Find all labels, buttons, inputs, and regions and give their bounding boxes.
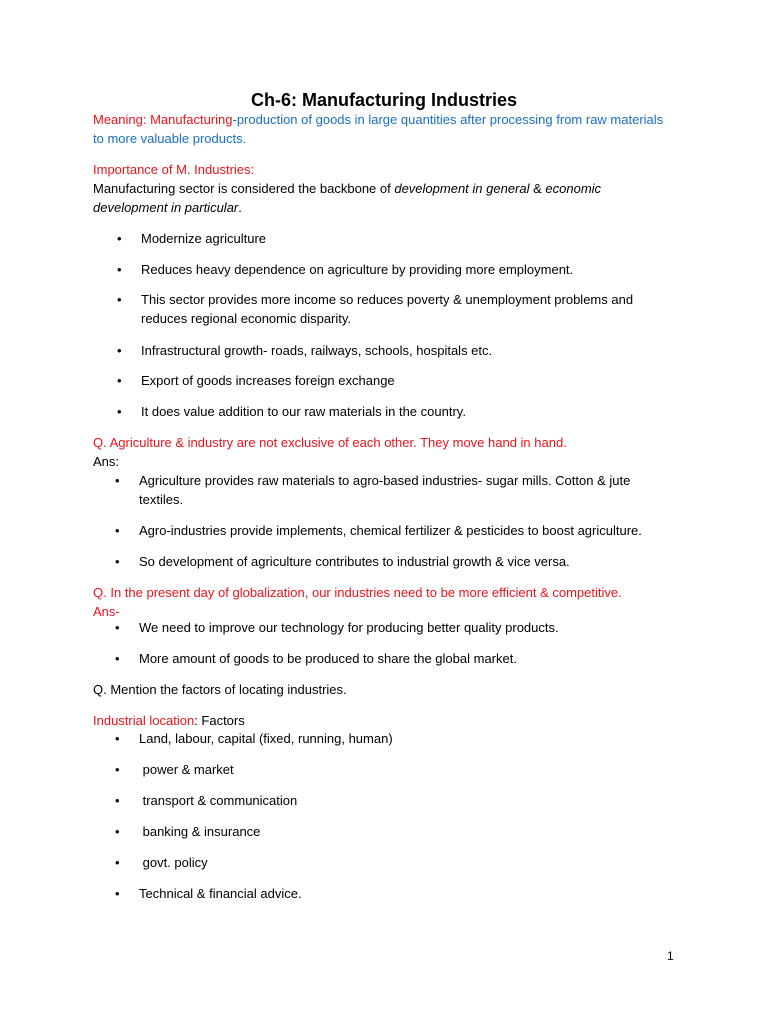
list-item-text: Agriculture provides raw materials to agro-based industries- sugar mills. Cotton & jute: [139, 473, 631, 488]
importance-heading: Importance of M. Industries:: [93, 162, 255, 177]
bullet-icon: •: [117, 262, 122, 277]
location-heading: [93, 711, 683, 730]
bullet-icon: •: [117, 343, 122, 358]
bullet-icon: •: [117, 231, 122, 246]
list-item-text: We need to improve our technology for producing better quality products.: [139, 620, 559, 635]
list-item-text: Agro-industries provide implements, chemical fertilizer & pesticides to boost agriculture.: [139, 523, 642, 538]
list-item-text: reduces regional economic disparity.: [141, 311, 352, 326]
bullet-icon: •: [115, 523, 120, 538]
list-item-text: Modernize agriculture: [141, 231, 267, 246]
list-item-text: More amount of goods to be produced to share the global market.: [139, 651, 517, 666]
list-item-text: Land, labour, capital (fixed, running, human): [139, 731, 393, 746]
meaning-label: Meaning: Manufacturing: [93, 112, 233, 127]
answer-label-2: Ans-: [93, 604, 120, 619]
importance-intro-line1: [93, 179, 683, 198]
bullet-icon: •: [117, 292, 122, 307]
question-1: Q. Agriculture & industry are not exclusive of each other. They move hand in hand.: [93, 435, 567, 450]
answer-label-1: Ans:: [93, 454, 120, 469]
list-item-text: textiles.: [139, 492, 184, 507]
bullet-icon: •: [115, 824, 120, 839]
bullet-icon: •: [115, 651, 120, 666]
question-3: Q. Mention the factors of locating industries.: [93, 682, 347, 697]
list-item-text: This sector provides more income so reduces poverty & unemployment problems and: [141, 292, 634, 307]
page-title: Ch-6: Manufacturing Industries: [250, 90, 517, 110]
bullet-icon: •: [115, 886, 120, 901]
intro-italic-particular: development in particular: [93, 200, 239, 215]
meaning-text: production of goods in large quantities after processing from raw materials: [236, 112, 664, 127]
bullet-icon: •: [115, 793, 120, 808]
intro-italic-economic: economic: [545, 181, 602, 196]
bullet-icon: •: [115, 855, 120, 870]
bullet-icon: •: [117, 373, 122, 388]
bullet-icon: •: [117, 404, 122, 419]
bullet-icon: •: [115, 620, 120, 635]
meaning-paragraph: [93, 110, 683, 129]
list-item-text: Export of goods increases foreign exchange: [141, 373, 395, 388]
intro-period: .: [238, 200, 242, 215]
list-item-text: So development of agriculture contributes to industrial growth & vice versa.: [139, 554, 570, 569]
list-item-text: power & market: [139, 762, 234, 777]
list-item-text: transport & communication: [139, 793, 298, 808]
list-item-text: Technical & financial advice.: [139, 886, 302, 901]
list-item-text: Infrastructural growth- roads, railways, schools, hospitals etc.: [141, 343, 493, 358]
bullet-icon: •: [115, 554, 120, 569]
bullet-icon: •: [115, 473, 120, 488]
intro-amp: &: [529, 181, 546, 196]
importance-intro-line2: [93, 198, 683, 217]
meaning-dash: -: [232, 112, 237, 127]
bullet-icon: •: [115, 762, 120, 777]
list-item-text: Reduces heavy dependence on agriculture by providing more employment.: [141, 262, 574, 277]
intro-text: Manufacturing sector is considered the backbone of: [93, 181, 395, 196]
location-label: Industrial location: [93, 713, 195, 728]
list-item-text: banking & insurance: [139, 824, 261, 839]
intro-italic: development in general: [394, 181, 530, 196]
bullet-icon: •: [115, 731, 120, 746]
location-suffix: : Factors: [194, 713, 245, 728]
list-item-text: It does value addition to our raw materials in the country.: [141, 404, 466, 419]
page-number: 1: [667, 949, 674, 963]
question-2: Q. In the present day of globalization, our industries need to be more efficient & competitive.: [93, 585, 622, 600]
list-item-text: govt. policy: [139, 855, 208, 870]
meaning-text-line2: to more valuable products.: [93, 131, 247, 146]
